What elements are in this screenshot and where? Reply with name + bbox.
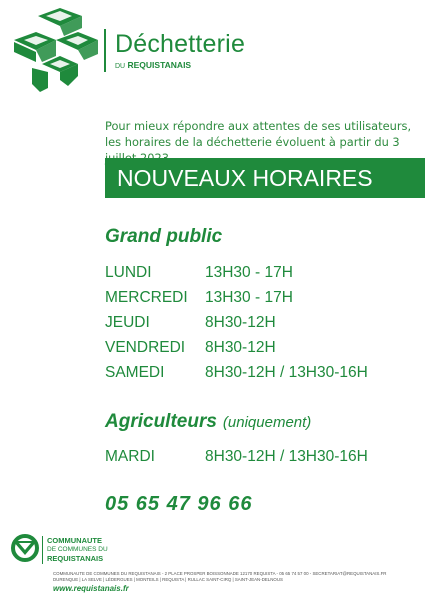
schedule-hours: 8H30-12H / 13H30-16H: [205, 448, 368, 465]
schedule-hours: 8H30-12H / 13H30-16H: [205, 364, 368, 381]
community-name: [47, 536, 108, 563]
brand-subtitle: [115, 60, 191, 70]
brand-subtitle-name: REQUISTANAIS: [127, 60, 192, 70]
intro-line-1: Pour mieux répondre aux attentes de ses utilisateurs,: [105, 119, 412, 133]
agriculteurs-title-text: Agriculteurs: [105, 411, 217, 432]
logo-divider: [104, 29, 106, 72]
schedule-day: MERCREDI: [105, 289, 188, 306]
schedule-hours: 13H30 - 17H: [205, 264, 293, 281]
footer-address-line: COMMUNAUTE DE COMMUNES DU REQUISTANAIS - 2 PLACE PROSPER BOISSONNADE 12170 REQUISTA - 05 65 74 57 00 - SECRETARIAT@REQUISTANAIS.FR: [53, 571, 387, 576]
nouveaux-horaires-banner: NOUVEAUX HORAIRES: [105, 158, 425, 198]
footer-address: [53, 571, 413, 582]
grand-public-title: Grand public: [105, 226, 223, 247]
agriculteurs-title: [105, 411, 311, 433]
footer-towns-line: DURENQUE | LA SELVE | LÉDERGUES | MONTEILS | REQUISTA | RULLAC SAINT-CIRQ | SAINT-JEAN-DELNOUS: [53, 576, 283, 582]
schedule-hours: 8H30-12H: [205, 339, 276, 356]
agriculteurs-note: (uniquement): [222, 414, 312, 431]
schedule-hours: 8H30-12H: [205, 314, 276, 331]
intro-line-2: les horaires de la déchetterie évoluent à partir du 3: [105, 135, 400, 149]
schedule-hours: 13H30 - 17H: [205, 289, 293, 306]
schedule-day: VENDREDI: [105, 339, 186, 356]
schedule-day: MARDI: [105, 448, 155, 465]
community-logo-icon: [10, 533, 40, 563]
dechetterie-logo-icon: [8, 6, 104, 94]
website-link[interactable]: www.requistanais.fr: [53, 584, 129, 593]
community-line-1: COMMUNAUTE: [47, 536, 102, 545]
brand-title: Déchetterie: [115, 30, 246, 58]
schedule-day: LUNDI: [105, 264, 152, 281]
community-line-3: REQUISTANAIS: [47, 554, 104, 563]
brand-subtitle-prefix: DU: [115, 63, 126, 70]
footer-divider: [42, 536, 43, 564]
schedule-day: SAMEDI: [105, 364, 165, 381]
community-line-2: DE COMMUNES DU: [47, 546, 108, 553]
schedule-day: JEUDI: [105, 314, 150, 331]
phone-number: 05 65 47 96 66: [105, 493, 253, 515]
